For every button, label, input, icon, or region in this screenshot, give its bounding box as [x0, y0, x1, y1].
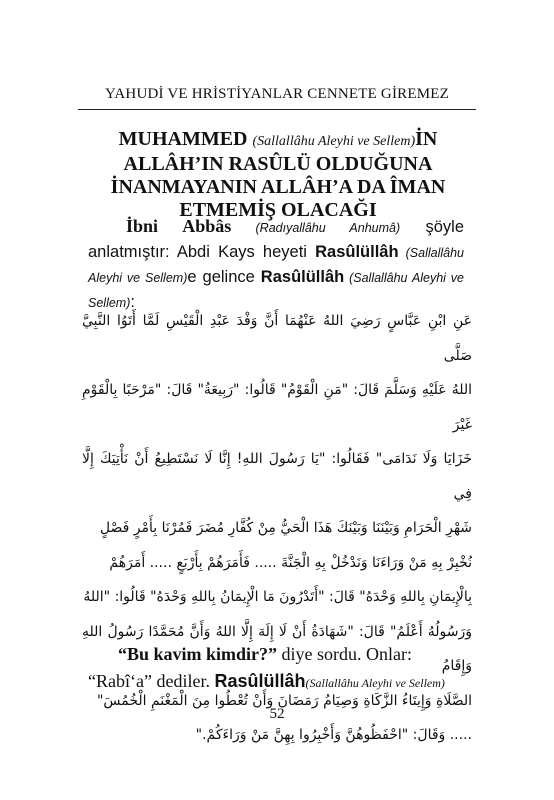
- salutation-3: (Sallallâhu Aleyhi ve Sellem): [305, 676, 445, 690]
- arabic-line: اللهُ عَلَيْهِ وَسَلَّمَ قَالَ: "مَنِ الْقَوْمُ" قَالُوا: "رَبِيعَةُ" قَالَ: "مَرْحَبًا بِالْقَوْمِ غَيْرَ: [82, 382, 472, 433]
- arabic-line: الصَّلَاةِ وَإِيتَاءُ الزَّكَاةِ وَصِيَامُ رَمَضَانَ وَأَنْ تُعْطُوا مِنَ الْمَغْنَمِ الْخُمُسَ": [96, 692, 472, 709]
- running-header: YAHUDİ VE HRİSTİYANLAR CENNETE GİREMEZ: [105, 86, 449, 102]
- title-part1: MUHAMMED: [118, 128, 253, 150]
- header-rule: [78, 109, 476, 110]
- arabic-line: عَنِ ابْنِ عَبَّاسٍ رَضِيَ اللهُ عَنْهُمَا أَنَّ وَفْدَ عَبْدِ الْقَيْسِ لَمَّا أَتَوُا النَّبِيَّ صَلَّى: [82, 313, 472, 364]
- closing-text: diye sordu. Onlar: “Rabî‘a” dediler.: [88, 644, 413, 691]
- intro-text-2: e gelince: [187, 268, 261, 286]
- page-number: 52: [269, 706, 285, 722]
- intro-paragraph: [88, 214, 464, 315]
- closing-paragraph: [88, 641, 464, 697]
- arabic-line: بِالْإِيمَانِ بِاللهِ وَحْدَهُ" قَالَ: "أَتَدْرُونَ مَا الْإِيمَانُ بِاللهِ وَحْدَهُ" قَالُوا: "اللهُ: [83, 589, 472, 605]
- salutation-2: (Sallallâhu Aleyhi ve Sellem): [88, 271, 464, 310]
- title-part2: İN ALLÂH’IN RASÛLÜ OLDUĞUNA İNANMAYANIN ALLÂH’A DA ÎMAN ETMEMİŞ OLACAĞI: [110, 128, 446, 221]
- title-salutation: (Sallallâhu Aleyhi ve Sellem): [252, 134, 416, 149]
- arabic-line: وَرَسُولُهُ أَعْلَمُ" قَالَ: "شَهَادَةُ أَنْ لَا إِلَهَ إِلَّا اللهُ وَأَنَّ مُحَمَّدًا رَسُولُ اللهِ وَإِقَامُ: [82, 623, 472, 674]
- intro-text-3: :: [130, 293, 135, 311]
- arabic-line: ..... وَقَالَ: "احْفَظُوهُنَّ وَأَخْبِرُوا بِهِنَّ مَنْ وَرَاءَكُمْ.": [195, 727, 472, 743]
- narrator-salutation: (Radıyallâhu Anhumâ): [231, 221, 401, 235]
- prophet-name-1: Rasûlüllâh: [315, 243, 399, 261]
- arabic-line: نُخْبِرْ بِهِ مَنْ وَرَاءَنَا وَنَدْخُلْ بِهِ الْجَنَّةَ ..... فَأَمَرَهُمْ بِأَرْبَعٍ ..... أَمَرَهُمْ: [109, 554, 472, 571]
- prophet-name-2: Rasûlüllâh: [260, 268, 345, 286]
- salutation-1: (Sallallâhu Aleyhi ve Sellem): [88, 246, 464, 285]
- arabic-line: شَهْرِ الْحَرَامِ وَبَيْنَنَا وَبَيْنَكَ هَذَا الْحَيُّ مِنْ كُفَّارِ مُضَرَ فَمُرْنَا بِأَمْرٍ فَصْلٍ: [99, 520, 472, 536]
- prophet-name-3: Rasûlüllâh: [214, 671, 306, 691]
- narrator-name: İbni Abbâs: [126, 216, 232, 236]
- arabic-line: خَزَايَا وَلَا نَدَامَى" فَقَالُوا: "يَا رَسُولَ اللهِ! إِنَّا لَا نَسْتَطِيعُ أَنْ نَأْتِيَكَ إِلَّا فِي: [82, 451, 472, 502]
- intro-text-1: şöyle anlatmıştır: Abdi Kays heyeti: [88, 218, 464, 261]
- question-quote: “Bu kavim kimdir?”: [118, 644, 278, 664]
- section-title: [88, 128, 468, 222]
